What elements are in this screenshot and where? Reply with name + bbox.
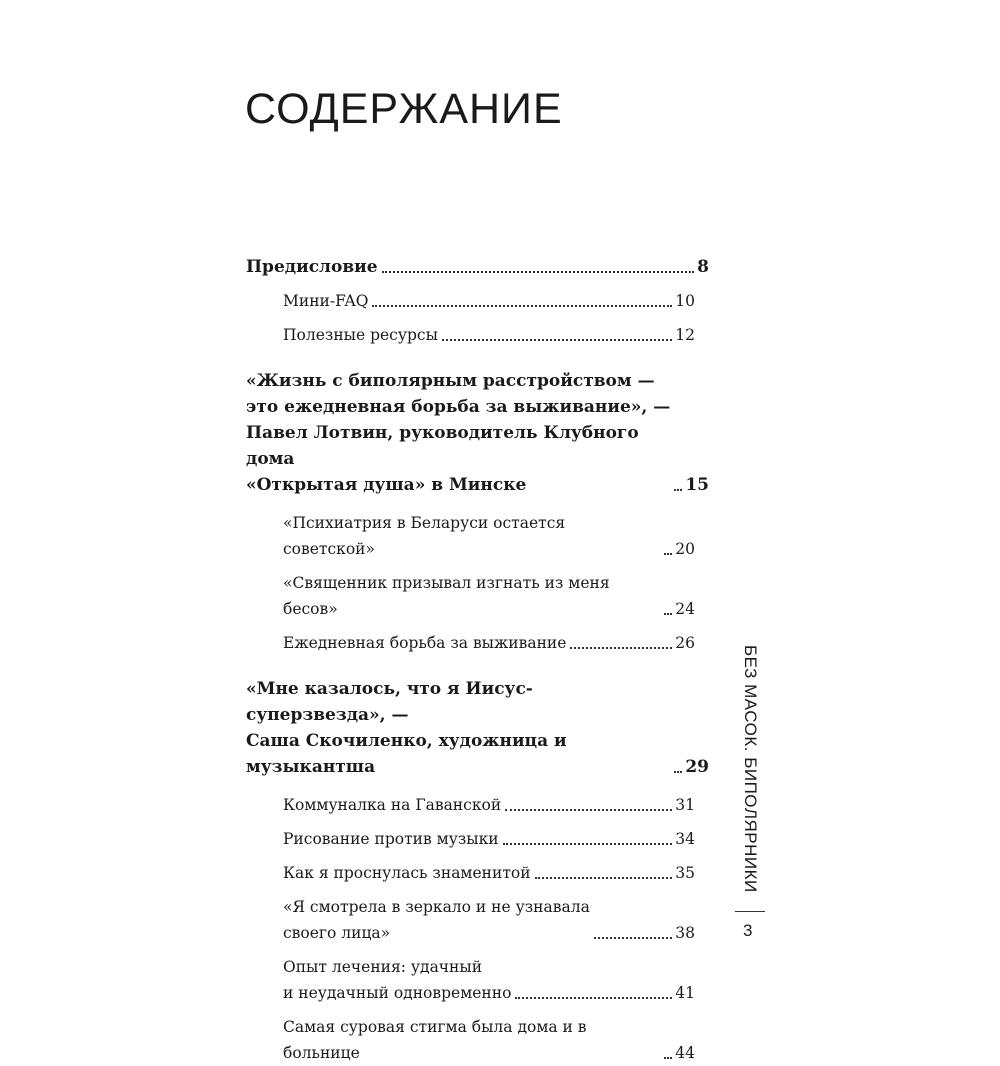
dot-leader (570, 647, 672, 649)
toc-entry-preface[interactable] (246, 254, 717, 280)
running-head: БЕЗ МАСОК. БИПОЛЯРНИКИ (741, 645, 760, 893)
toc-entry-label: Самая суровая стигма была дома и в больнице (283, 1018, 587, 1062)
toc-entry-page: 12 (675, 326, 695, 344)
toc-entry-page: 29 (685, 757, 709, 777)
dot-leader (664, 1057, 672, 1059)
toc-entry-line: это ежедневная борьба за выживание», — (246, 397, 671, 417)
toc-entry-label: «Психиатрия в Беларуси остается советской» (283, 514, 566, 558)
dot-leader (505, 809, 672, 811)
toc-entry-label (246, 368, 670, 498)
toc-entry-line: Саша Скочиленко, художница и музыкантша (246, 731, 567, 777)
toc-entry-page: 8 (697, 257, 709, 277)
toc-entry-page: 24 (675, 600, 695, 618)
dot-leader (535, 877, 673, 879)
dot-leader (372, 305, 672, 307)
toc-entry-ch1-s2[interactable] (246, 570, 695, 622)
toc-entry-page: 15 (685, 475, 709, 495)
toc-entry-label: Рисование против музыки (283, 830, 499, 848)
toc-entry-resources[interactable] (246, 322, 695, 348)
toc-entry-page: 38 (675, 924, 695, 942)
toc-entry-line: «Жизнь с биполярным расстройством — (246, 371, 655, 391)
dot-leader (442, 339, 672, 341)
dot-leader (503, 843, 673, 845)
toc-entry-line: «Открытая душа» в Минске (246, 475, 527, 495)
toc-entry-page: 34 (675, 830, 695, 848)
toc-entry-line: «Я смотрела в зеркало и не узнавала (283, 898, 590, 916)
table-of-contents (246, 254, 717, 1066)
toc-entry-ch1-s3[interactable] (246, 630, 695, 656)
toc-entry-page: 41 (675, 984, 695, 1002)
page-title: СОДЕРЖАНИЕ (245, 85, 563, 133)
toc-entry-chapter1[interactable] (246, 368, 717, 498)
dot-leader (674, 489, 682, 491)
toc-entry-page: 44 (675, 1044, 695, 1062)
toc-entry-label: Предисловие (246, 257, 378, 277)
toc-entry-page: 31 (675, 796, 695, 814)
toc-entry-label (283, 894, 590, 946)
toc-entry-page: 26 (675, 634, 695, 652)
toc-entry-label: Полезные ресурсы (283, 326, 438, 344)
toc-entry-label: Мини-FAQ (283, 292, 369, 310)
dot-leader (664, 553, 672, 555)
toc-entry-page: 35 (675, 864, 695, 882)
toc-entry-ch2-s4[interactable] (246, 894, 695, 946)
toc-entry-label: «Священник призывал изгнать из меня бесов» (283, 574, 610, 618)
toc-entry-ch2-s2[interactable] (246, 826, 695, 852)
toc-entry-chapter2[interactable] (246, 676, 717, 780)
page-number-rule (735, 911, 765, 912)
dot-leader (674, 771, 682, 773)
toc-entry-label (283, 954, 511, 1006)
toc-entry-ch2-s6[interactable] (246, 1014, 695, 1066)
toc-entry-label: Как я проснулась знаменитой (283, 864, 531, 882)
toc-entry-ch2-s1[interactable] (246, 792, 695, 818)
toc-entry-label (246, 676, 670, 780)
dot-leader (664, 613, 672, 615)
page-number: 3 (743, 921, 753, 940)
toc-entry-line: Павел Лотвин, руководитель Клубного дома (246, 423, 639, 469)
toc-entry-ch2-s5[interactable] (246, 954, 695, 1006)
dot-leader (382, 271, 695, 273)
toc-entry-ch1-s1[interactable] (246, 510, 695, 562)
toc-entry-line: Опыт лечения: удачный (283, 958, 483, 976)
toc-entry-ch2-s3[interactable] (246, 860, 695, 886)
toc-entry-line: «Мне казалось, что я Иисус-суперзвезда», — (246, 679, 533, 725)
toc-entry-line: и неудачный одновременно (283, 984, 512, 1002)
toc-entry-mini-faq[interactable] (246, 288, 695, 314)
dot-leader (515, 997, 672, 999)
toc-entry-page: 10 (675, 292, 695, 310)
dot-leader (594, 937, 672, 939)
toc-entry-page: 20 (675, 540, 695, 558)
toc-entry-label: Ежедневная борьба за выживание (283, 634, 567, 652)
toc-entry-label: Коммуналка на Гаванской (283, 796, 502, 814)
toc-entry-line: своего лица» (283, 924, 391, 942)
